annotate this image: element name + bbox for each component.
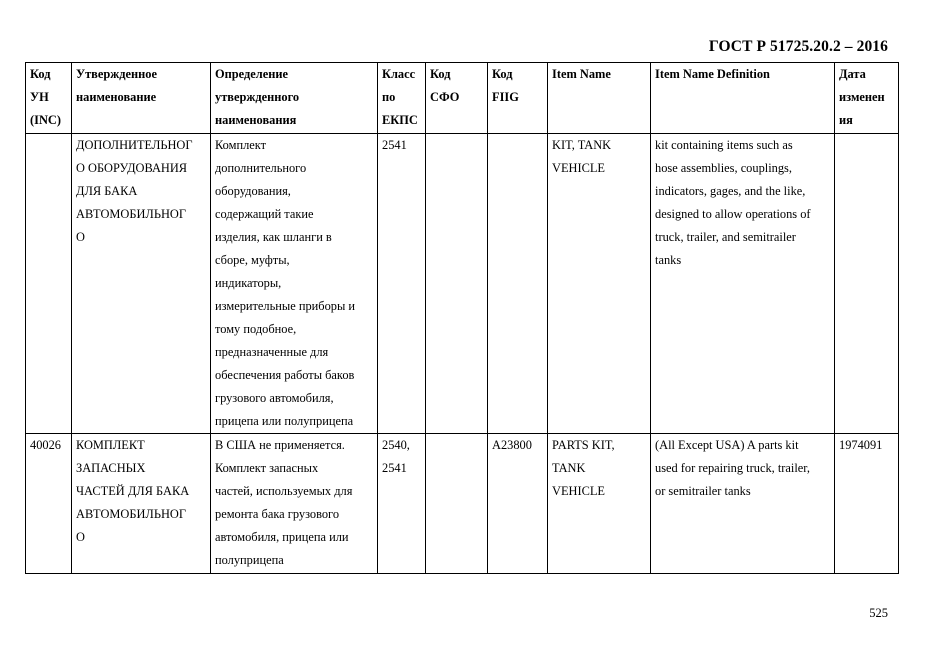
cell-class [378, 434, 426, 574]
cell-text-line: грузового автомобиля, [215, 391, 334, 405]
header-inc [26, 63, 72, 134]
cell-text-line: VEHICLE [552, 161, 605, 175]
cell-text-line: О [76, 230, 85, 244]
cell-text-line: ДЛЯ БАКА [76, 184, 138, 198]
cell-text-line: Код [492, 67, 513, 81]
cell-text-line: частей, используемых для [215, 484, 353, 498]
cell-change-date [835, 434, 899, 574]
header-sfo-code [426, 63, 488, 134]
cell-change-date [835, 134, 899, 434]
cell-text-line: по [382, 90, 396, 104]
cell-text-line: Утвержденное [76, 67, 157, 81]
cell-text-line: Код [30, 67, 51, 81]
cell-item-name-definition [651, 434, 835, 574]
cell-text-line: 2540, [382, 438, 410, 452]
cell-text-line: содержащий такие [215, 207, 314, 221]
cell-item-name [548, 434, 651, 574]
header-item-name [548, 63, 651, 134]
cell-text-line: VEHICLE [552, 484, 605, 498]
cell-text-line: В США не применяется. [215, 438, 345, 452]
cell-text-line: измерительные приборы и [215, 299, 356, 313]
header-fiig-code [488, 63, 548, 134]
header-change-date [835, 63, 899, 134]
cell-approved-name [72, 434, 211, 574]
cell-text-line: УН [30, 90, 49, 104]
cell-text-line: оборудования, [215, 184, 291, 198]
cell-text-line: 2541 [382, 461, 407, 475]
cell-text-line: предназначенные для [215, 345, 329, 359]
cell-text-line: изделия, как шланги в [215, 230, 332, 244]
cell-text-line: обеспечения работы баков [215, 368, 355, 382]
cell-text-line: A23800 [492, 438, 532, 452]
cell-text-line: KIT, TANK [552, 138, 612, 152]
cell-text-line: утвержденного [215, 90, 300, 104]
header-item-name-definition [651, 63, 835, 134]
cell-item-name [548, 134, 651, 434]
cell-text-line: дополнительного [215, 161, 307, 175]
cell-text-line: 40026 [30, 438, 61, 452]
header-class [378, 63, 426, 134]
cell-text-line: TANK [552, 461, 586, 475]
cell-text-line: АВТОМОБИЛЬНОГ [76, 507, 187, 521]
cell-definition [211, 434, 378, 574]
cell-text-line: (INC) [30, 113, 61, 127]
cell-text-line: изменен [839, 90, 885, 104]
cell-text-line: indicators, gages, and the like, [655, 184, 806, 198]
table-header-row [26, 63, 899, 134]
table-row [26, 134, 899, 434]
cell-sfo-code [426, 434, 488, 574]
cell-text-line: полуприцепа [215, 553, 284, 567]
header-definition [211, 63, 378, 134]
cell-fiig-code [488, 134, 548, 434]
cell-sfo-code [426, 134, 488, 434]
cell-text-line: Код [430, 67, 451, 81]
cell-text-line: 1974091 [839, 438, 883, 452]
cell-inc [26, 134, 72, 434]
cell-text-line: О ОБОРУДОВАНИЯ [76, 161, 188, 175]
cell-text-line: КОМПЛЕКТ [76, 438, 145, 452]
cell-text-line: or semitrailer tanks [655, 484, 751, 498]
cell-text-line: ЧАСТЕЙ ДЛЯ БАКА [76, 484, 190, 498]
cell-item-name-definition [651, 134, 835, 434]
cell-text-line: АВТОМОБИЛЬНОГ [76, 207, 187, 221]
cell-text-line: FIIG [492, 90, 519, 104]
cell-text-line: Класс [382, 67, 416, 81]
cell-approved-name [72, 134, 211, 434]
cell-text-line: ремонта бака грузового [215, 507, 340, 521]
items-table-container [25, 62, 898, 574]
cell-text-line: PARTS KIT, [552, 438, 615, 452]
cell-text-line: Дата [839, 67, 866, 81]
cell-text-line: тому подобное, [215, 322, 297, 336]
cell-text-line: индикаторы, [215, 276, 282, 290]
page-number: 525 [869, 606, 888, 620]
cell-text-line: ЕКПС [382, 113, 418, 127]
cell-text-line: tanks [655, 253, 682, 267]
table-row [26, 434, 899, 574]
cell-text-line: Item Name [552, 67, 611, 81]
header-approved-name [72, 63, 211, 134]
cell-text-line: used for repairing truck, trailer, [655, 461, 811, 475]
cell-text-line: kit containing items such as [655, 138, 793, 152]
cell-text-line: ЗАПАСНЫХ [76, 461, 146, 475]
cell-text-line: сборе, муфты, [215, 253, 290, 267]
cell-text-line: designed to allow operations of [655, 207, 811, 221]
cell-text-line: СФО [430, 90, 460, 104]
cell-text-line: ДОПОЛНИТЕЛЬНОГ [76, 138, 193, 152]
cell-inc [26, 434, 72, 574]
cell-text-line: ия [839, 113, 853, 127]
cell-text-line: Определение [215, 67, 289, 81]
cell-text-line: Комплект запасных [215, 461, 319, 475]
cell-text-line: hose assemblies, couplings, [655, 161, 792, 175]
cell-text-line: Комплект [215, 138, 267, 152]
cell-text-line: прицепа или полуприцепа [215, 414, 354, 428]
cell-class [378, 134, 426, 434]
cell-text-line: (All Except USA) A parts kit [655, 438, 799, 452]
document-header: ГОСТ Р 51725.20.2 – 2016 [708, 38, 888, 55]
items-table [25, 62, 899, 574]
cell-text-line: О [76, 530, 85, 544]
cell-text-line: Item Name Definition [655, 67, 770, 81]
cell-text-line: truck, trailer, and semitrailer [655, 230, 796, 244]
cell-text-line: 2541 [382, 138, 407, 152]
cell-text-line: автомобиля, прицепа или [215, 530, 349, 544]
cell-definition [211, 134, 378, 434]
cell-text-line: наименования [215, 113, 297, 127]
cell-text-line: наименование [76, 90, 157, 104]
cell-fiig-code [488, 434, 548, 574]
